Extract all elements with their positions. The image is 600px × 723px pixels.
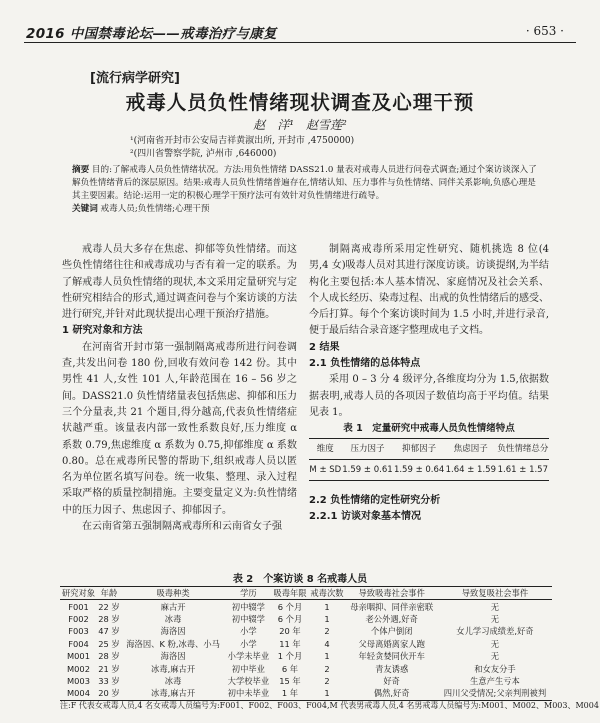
table-2-cell: 无	[490, 601, 500, 612]
table-1-header-cell: 维度	[316, 443, 334, 454]
abstract-text: 目的:了解戒毒人员负性情绪状况。方法:用负性情绪 DASS21.0 量表对戒毒人员进行问卷式调查;通过个案访谈深入了解负性情绪背后的深层原因。结果:戒毒人员负性情绪普遍存在,情绪认知、压力事件与负性情绪、同伴关系影响,负感心理是其主要因素。结论:运用一定的积极心理学干预疗法可有效针对负性情绪进行疏导。	[72, 165, 537, 201]
table-2-header-cell: 吸毒年限	[273, 588, 307, 599]
table-2-cell: 1	[324, 688, 330, 699]
table-2-cell: 生意产生亏本	[470, 675, 520, 686]
keywords-text: 戒毒人员;负性情绪;心理干预	[97, 204, 210, 214]
table-2-cell: 6 年	[281, 663, 299, 674]
table-1-row	[309, 459, 549, 480]
table-2-cell: 初中毕业	[231, 663, 265, 674]
abstract-paragraph	[72, 164, 542, 203]
table-2-header-cell: 研究对象	[61, 588, 96, 599]
table-2-cell: 4	[324, 638, 330, 649]
table-2-cell: 偶然,好奇	[373, 688, 410, 699]
table-1-header-cell: 焦虑因子	[453, 443, 488, 454]
table-2-header-cell: 导致复吸社会事件	[461, 588, 529, 599]
article-title: 戒毒人员负性情绪现状调查及心理干预	[125, 91, 475, 114]
table-2-header-cell: 年龄	[100, 588, 118, 599]
table-2-cell: 个体户倒闭	[370, 626, 413, 637]
section-2-heading: 2 结果	[309, 341, 340, 353]
table-2-cell: 海洛因	[160, 651, 186, 662]
table-2-cell: 无	[490, 651, 500, 662]
table-2-cell: 1 年	[281, 688, 299, 699]
table-2-cell: 父母离婚离家人跑	[358, 638, 425, 649]
table-2-cell: 大学校毕业	[227, 675, 270, 686]
table-1-cell: 1.61 ± 1.57	[497, 464, 549, 475]
table-2-cell: 6 个月	[277, 613, 303, 624]
table-2-cell: 冰毒	[164, 613, 182, 624]
table-2-cell: 6 个月	[277, 601, 303, 612]
table-2-cell: 25 岁	[98, 638, 120, 649]
table-2-cell: 母亲咽抑、同伴亲密联	[350, 601, 434, 612]
intro-paragraph: 戒毒人员大多存在焦虑、抑郁等负性情绪。而这些负性情绪往往和戒毒成功与否有着一定的联系。为了解戒毒人员负性情绪的现状,本文采用定量研究与定性研究相结合的形式,通过调查问卷与个案访谈的方法进行研究,并针对此现状提出心理干预治疗措施。	[62, 244, 297, 321]
right-column	[309, 242, 549, 526]
table-2-cell: 20 年	[279, 626, 301, 637]
table-1-cell: 1.64 ± 1.59	[445, 464, 496, 475]
table-1	[309, 438, 549, 482]
section-1-paragraph-3: 制隔离戒毒所采用定性研究、随机挑选 8 位(4 男,4 女)吸毒人员对其进行深度访谈。访谈提纲,为半结构化主要包括:本人基本情况、家庭情况及社会关系、个人成长经历、染毒过程、出戒的负性情绪后的感受、今后打算。每个个案访谈时间为 1.5 小时,并进行录音,便于最后结合录音逐字整理成电子文档。	[309, 244, 549, 337]
table-2-cell: 11 年	[279, 638, 301, 649]
left-column	[62, 242, 297, 535]
table-2-cell: 无	[490, 638, 500, 649]
table-2-cell: 小学未毕业	[227, 651, 270, 662]
table-2-cell: 2	[324, 675, 330, 686]
table-2-cell: 海洛因、K 粉,冰毒、小马	[126, 638, 220, 649]
table-2-cell: 初中未毕业	[227, 688, 270, 699]
table-2-cell: 22 岁	[98, 601, 120, 612]
table-2-row	[60, 625, 552, 637]
table-2-cell: 青友诱惑	[375, 663, 409, 674]
table-2-row	[60, 675, 552, 687]
table-2-cell: 和女友分手	[474, 663, 516, 674]
table-2-cell: F004	[68, 638, 89, 649]
table-2-cell: 33 岁	[98, 675, 120, 686]
table-2-body	[60, 600, 552, 700]
table-2-header-cell: 导致吸毒社会事件	[358, 588, 425, 599]
table-1-cell: M ± SD	[309, 464, 342, 475]
table-1-header-cell: 压力因子	[350, 443, 385, 454]
table-2-cell: 28 岁	[98, 613, 120, 624]
table-2-row	[60, 638, 552, 650]
table-1-header-row	[309, 438, 549, 459]
section-1-paragraph-1: 在河南省开封市第一强制隔离戒毒所进行问卷调查,共发出问卷 180 份,回收有效问卷 142 份。其中男性 41 人,女性 101 人,年龄范围在 16 – 56 岁之间。DASS21.0 负性情绪量表包括焦虑、抑郁和压力三个分量表,共 21 个题目,得分越高,代表负性情绪症状越严重。该量表内部一致性系数良好,压力维度 α 系数 0.79,焦虑维度 α 系数为 0.75,抑郁维度 α 系数 0.80。总在戒毒所民警的帮助下,组织戒毒人员以匿名为单位匿名填写问卷。统一收集、整理、录入过程采取严格的质量控制措施。主要变量定义为:负性情绪中的压力因子、焦虑因子、抑郁因子。	[62, 341, 297, 516]
table-2-cell: 20 岁	[98, 688, 120, 699]
table-2-cell: 2	[324, 626, 330, 637]
section-tag: [流行病学研究]	[90, 71, 180, 86]
table-2-cell: 冰毒,麻古开	[151, 688, 196, 699]
table-2-cell: 麻古开	[160, 601, 186, 612]
table-2-cell: 好奇	[383, 675, 400, 686]
section-2-1-heading: 2.1 负性情绪的总体特点	[309, 358, 421, 370]
table-footnote: 注:F 代表女戒毒人员,4 名女戒毒人员编号为:F001、F002、F003、F004,M 代表男戒毒人员,4 名男戒毒人员编号为:M001、M002、M003、M004	[60, 701, 599, 710]
section-2-1-paragraph: 采用 0 – 3 分 4 级评分,各维度均分为 1.5,依据数据表明,戒毒人员的各项因子数值均高于平均值。结果见表 1。	[309, 374, 549, 418]
keywords-label: 关键词	[72, 204, 98, 214]
table-2-cell: 女儿学习成绩差,好奇	[456, 626, 534, 637]
table-2-cell: 21 岁	[98, 663, 120, 674]
table-2-row	[60, 650, 552, 662]
section-1-paragraph-2: 在云南省第五强制隔离戒毒所和云南省女子强	[82, 521, 282, 533]
abstract-label: 摘要	[72, 165, 90, 175]
table-1-header-cell: 负性情绪总分	[497, 443, 549, 454]
table-2-cell: 初中辍学	[231, 613, 265, 624]
table-2-cell: F002	[68, 613, 89, 624]
table-2-header-row	[60, 587, 552, 600]
table-2-cell: F001	[68, 601, 89, 612]
header-rule	[24, 42, 576, 43]
keywords-paragraph	[72, 203, 542, 216]
table-2-row	[60, 613, 552, 625]
table-2-caption: 表 2 个案访谈 8 名戒毒人员	[232, 574, 368, 585]
abstract	[72, 164, 542, 216]
table-2-row	[60, 662, 552, 674]
authors: 赵 洋¹ 赵雪莲²	[253, 118, 347, 132]
section-2-2-heading: 2.2 负性情绪的定性研究分析	[309, 495, 441, 507]
table-2-cell: 小学	[240, 626, 257, 637]
table-2-cell: 海洛因	[160, 626, 186, 637]
table-2-header-cell: 吸毒种类	[156, 588, 190, 599]
table-2-header-cell: 戒毒次数	[310, 588, 344, 599]
table-2-cell: M002	[66, 663, 90, 674]
table-2-cell: 28 岁	[98, 651, 120, 662]
table-2-cell: 无	[490, 613, 500, 624]
table-2-row	[60, 687, 552, 700]
table-1-caption: 表 1 定量研究中戒毒人员负性情绪特点	[343, 423, 515, 435]
table-2-cell: 冰毒,麻古开	[151, 663, 196, 674]
table-2-cell: 47 岁	[98, 626, 120, 637]
affiliation-2: ²(四川省警察学院, 泸州市 ,646000)	[130, 149, 277, 159]
table-1-cell: 1.59 ± 0.64	[393, 464, 445, 475]
table-2-cell: 冰毒	[164, 675, 182, 686]
table-2-cell: M003	[66, 675, 90, 686]
table-2-cell: 小学	[240, 638, 257, 649]
table-1-cell: 1.59 ± 0.61	[342, 464, 393, 475]
table-2-cell: 2	[324, 663, 330, 674]
table-2	[60, 586, 552, 701]
table-2-row	[60, 600, 552, 613]
table-2-cell: 年轻贪婪同伙开车	[358, 651, 425, 662]
table-2-cell: 1 个月	[277, 651, 303, 662]
table-2-cell: M004	[66, 688, 90, 699]
table-2-cell: F003	[68, 626, 89, 637]
page-number: · 653 ·	[525, 24, 564, 38]
section-2-2-1-heading: 2.2.1 访谈对象基本情况	[309, 511, 421, 523]
table-2-cell: 1	[324, 651, 330, 662]
affiliation-1: ¹(河南省开封市公安局吉祥黄淑出所, 开封市 ,4750000)	[130, 136, 355, 146]
table-2-cell: M001	[66, 651, 90, 662]
table-2-cell: 初中辍学	[231, 601, 265, 612]
table-2-cell: 15 年	[279, 675, 301, 686]
table-2-cell: 1	[324, 613, 330, 624]
journal-header: 2016 中国禁毒论坛——戒毒治疗与康复	[26, 26, 277, 42]
table-2-cell: 四川父受情况;父亲判刑被判	[443, 688, 547, 699]
table-2-cell: 1	[324, 601, 330, 612]
table-2-cell: 老公外遇,好奇	[365, 613, 418, 624]
table-2-header-cell: 学历	[240, 588, 257, 599]
section-1-heading: 1 研究对象和方法	[62, 325, 143, 337]
table-1-header-cell: 抑郁因子	[402, 443, 437, 454]
